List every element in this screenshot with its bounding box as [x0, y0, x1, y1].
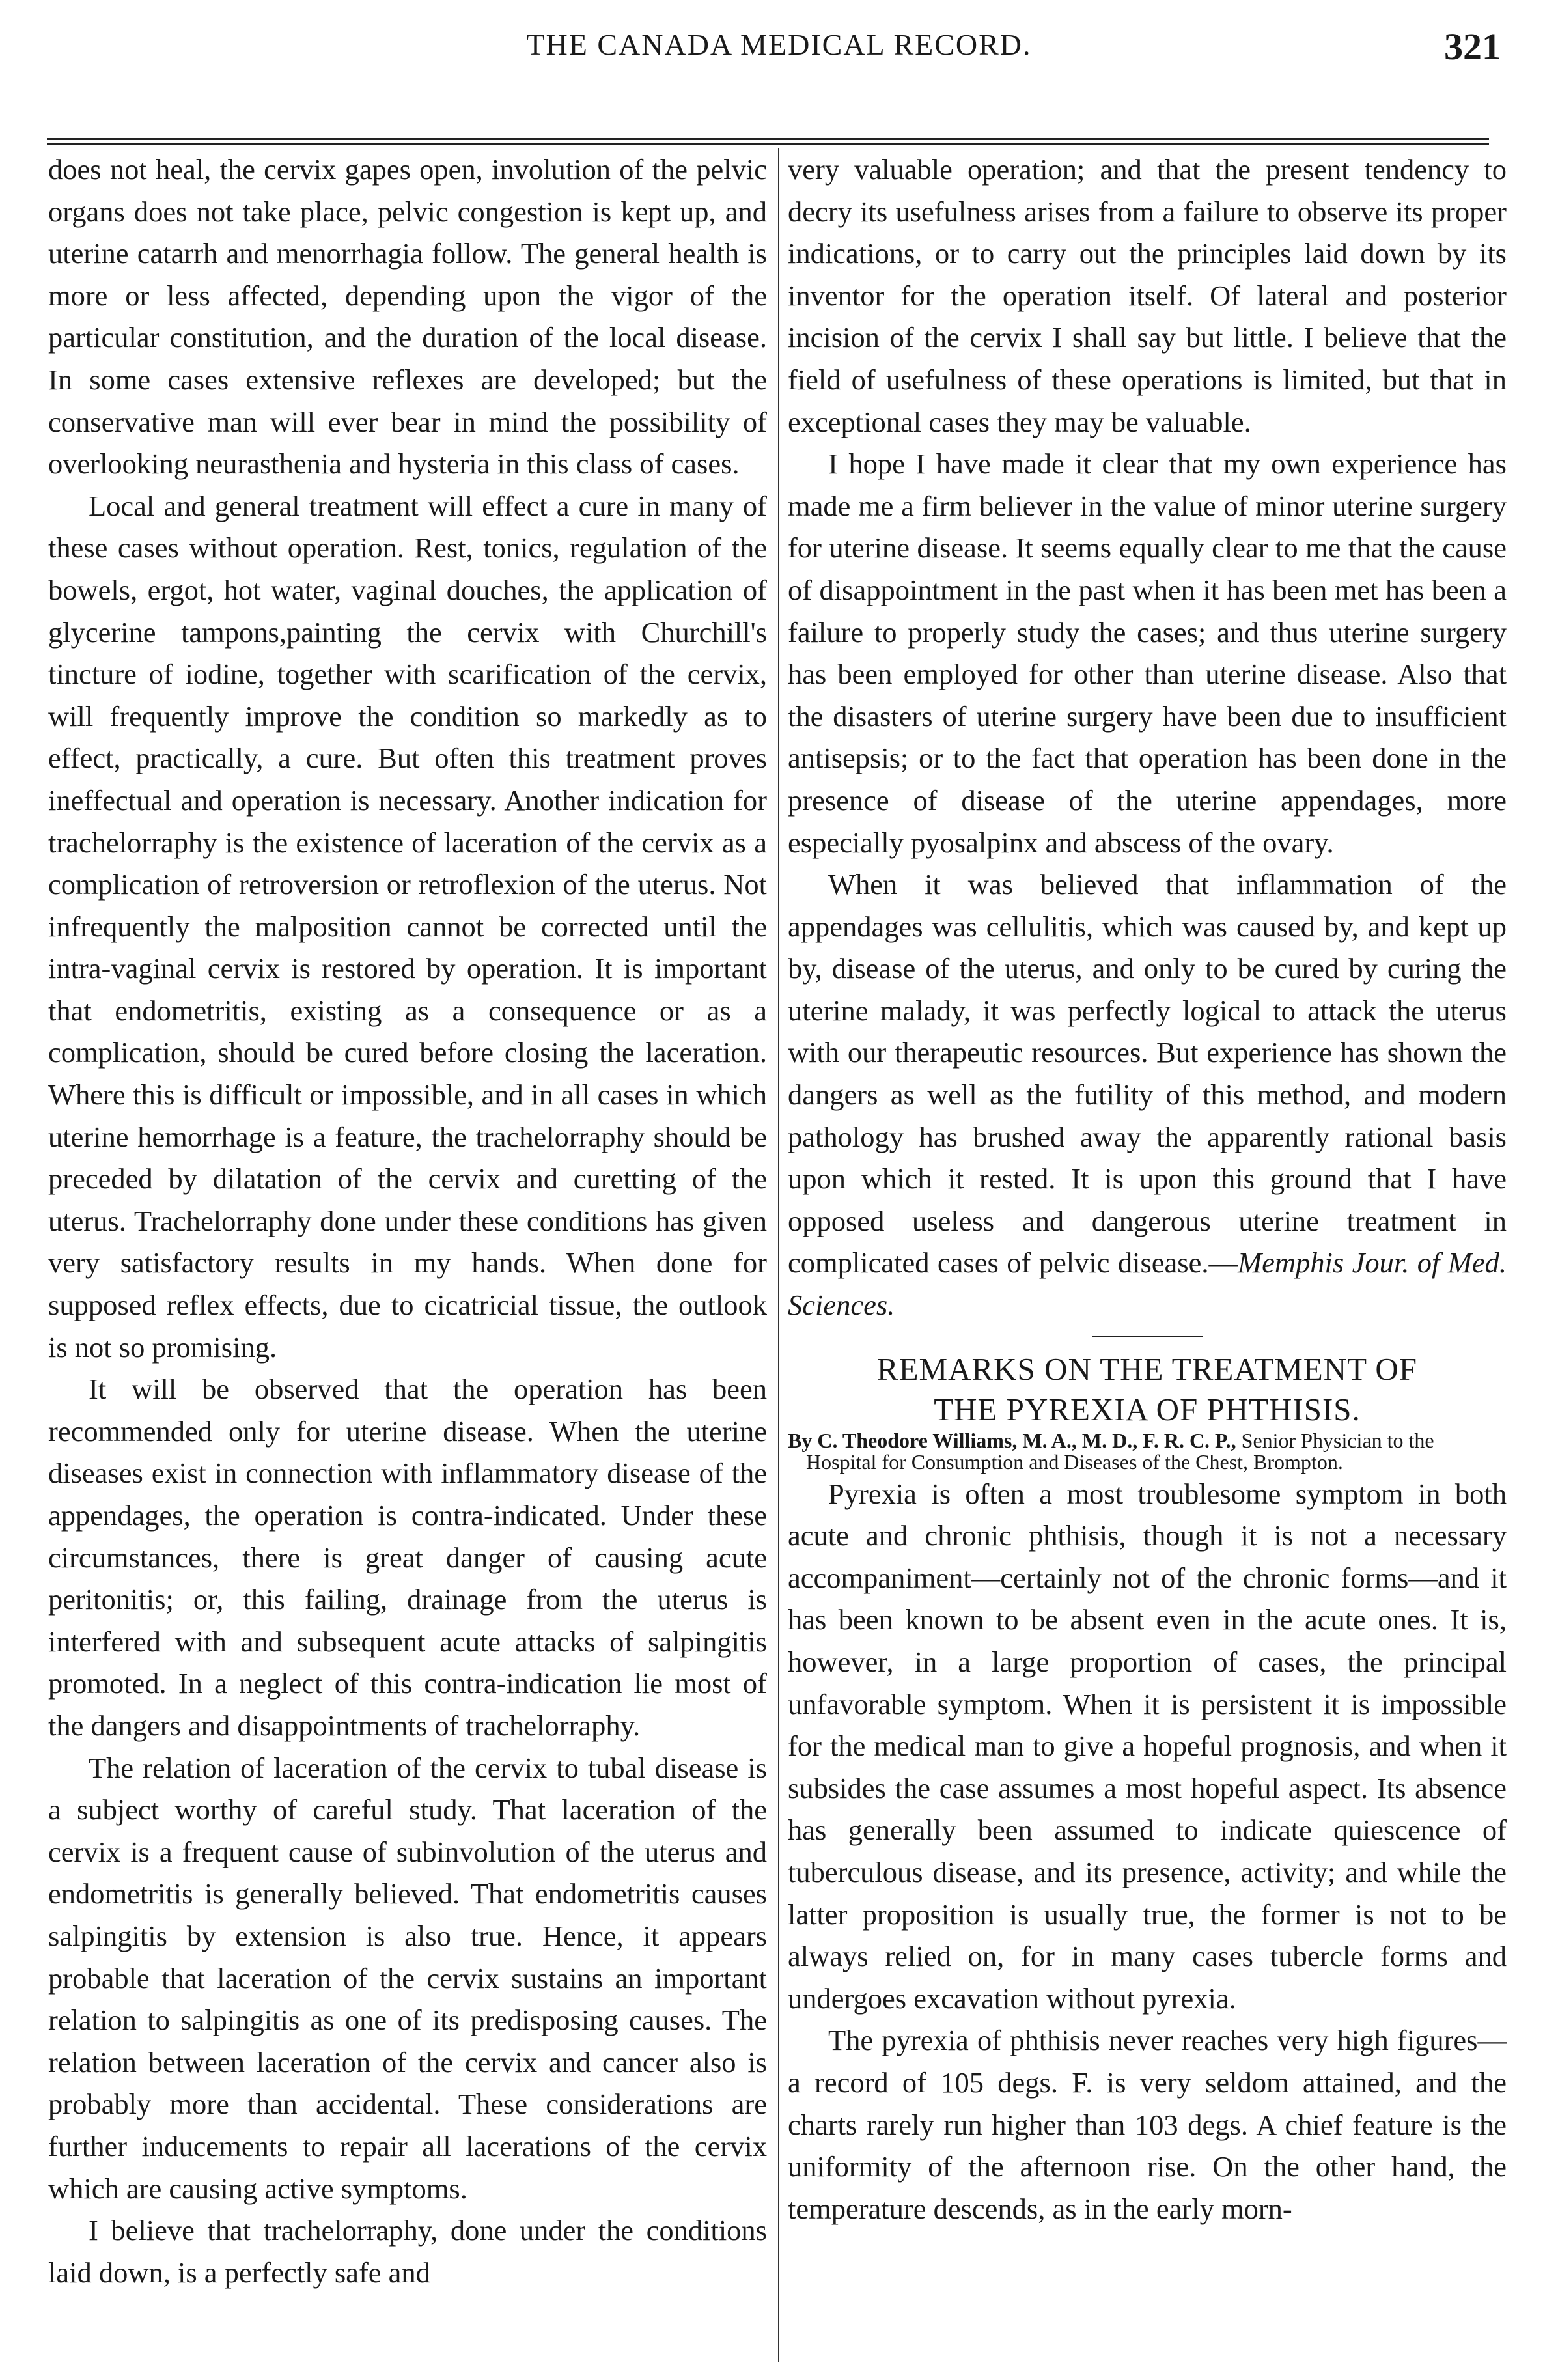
source-citation: Memphis Jour. of Med. Sciences. — [788, 1246, 1507, 1322]
article-title-line: THE PYREXIA OF PHTHISIS. — [934, 1391, 1361, 1427]
paragraph-text: When it was believed that inflammation of the appendages was cellulitis, which was caused by, and kept up by, disease of the uterus, and only to be cured by curing the uterine malady, it was perfectly logical to attack the uterus with our therapeutic resources. But experience has shown the dangers as well as the futility of this method, and modern pathology has brushed away the apparently rational basis upon which it rested. It is upon this ground that I have opposed useless and dangerous uterine treatment in complicated cases of pelvic disease.— — [788, 868, 1507, 1280]
paragraph: The pyrexia of phthisis never reaches very high figures—a record of 105 degs. F. is very seldom attained, and the charts rarely run higher than 103 degs. A chief feature is the uniformity of the afternoon rise. On the other hand, the temperature descends, as in the early morn- — [788, 2024, 1507, 2225]
running-header — [0, 27, 1558, 79]
paragraph: does not heal, the cervix gapes open, involution of the pelvic organs does not take place, pelvic congestion is kept up, and uterine catarrh and menorrhagia follow. The general health is more or less affected, depending upon the vigor of the particular constitution, and the duration of the local disease. In some cases extensive reflexes are developed; but the conservative man will ever bear in mind the possibility of overlooking neurasthenia and hysteria in this class of cases. — [48, 153, 767, 481]
paragraph — [788, 863, 1507, 1326]
paragraph: I hope I have made it clear that my own experience has made me a firm believer in the value of minor uterine surgery for uterine disease. It seems equally clear to me that the cause of disappointment in the past when it has been met has been a failure to properly study the cases; and thus uterine surgery has been employed for other than uterine disease. Also that the disasters of uterine surgery have been due to insufficient antisepsis; or to the fact that operation has been done in the presence of disease of the uterine appendages, more especially pyosalpinx and abscess of the ovary. — [788, 447, 1507, 859]
header-rule-inner — [47, 143, 1489, 145]
paragraph: The relation of laceration of the cervix to tubal disease is a subject worthy of careful study. That laceration of the cervix is a frequent cause of subinvolution of the uterus and endometritis is generally believed. That endometritis causes salpingitis by extension is also true. Hence, it appears probable that laceration of the cervix sustains an important relation to salpingitis as one of its predisposing causes. The relation between laceration of the cervix and cancer also is probably more than accidental. These considerations are further inducements to repair all lacerations of the cervix which are causing active symptoms. — [48, 1751, 767, 2205]
header-rule — [47, 138, 1489, 140]
article-title-line: REMARKS ON THE TREATMENT OF — [876, 1351, 1418, 1387]
paragraph: Local and general treatment will effect a cure in many of these cases without operation. Rest, tonics, regulation of the bowels, ergot, hot water, vaginal douches, the application of glycerine tampons,painting the cervix with Churchill's tincture of iodine, together with scarification of the cervix, will frequently improve the condition so markedly as to effect, practically, a cure. But often this treatment proves ineffectual and operation is necessary. Another indication for trachelorraphy is the existence of laceration of the cervix as a complication of retroversion or retroflexion of the uterus. Not infrequently the malposition cannot be corrected until the intra-vaginal cervix is restored by operation. It is important that endometritis, existing as a consequence or as a complication, should be cured before closing the laceration. Where this is difficult or impossible, and in all cases in which uterine hemorrhage is a feature, the trachelorraphy should be preceded by dilatation of the cervix and curetting of the uterus. Trachelorraphy done under these conditions has given very satisfactory results in my hands. When done for supposed reflex effects, due to cicatricial tissue, the outlook is not so promising. — [48, 489, 767, 1364]
right-column — [788, 148, 1507, 2230]
paragraph: very valuable operation; and that the present tendency to decry its usefulness arises from a failure to observe its proper indications, or to carry out the principles laid down by its inventor for the operation itself. Of lateral and posterior incision of the cervix I shall say but little. I believe that the field of usefulness of these operations is limited, but that in exceptional cases they may be valuable. — [788, 153, 1507, 438]
page-number: 321 — [1444, 25, 1501, 68]
paragraph: I believe that trachelorraphy, done under the conditions laid down, is a perfectly safe and — [48, 2214, 767, 2289]
paragraph: Pyrexia is often a most troublesome symptom in both acute and chronic phthisis, though it is not a necessary accompaniment—certainly not of the chronic forms—and it has been known to be absent even in the acute ones. It is, however, in a large proportion of cases, the principal unfavorable symptom. When it is persistent it is impossible for the medical man to give a hopeful prognosis, and when it subsides the case assumes a most hopeful aspect. Its absence has generally been assumed to indicate quiescence of tuberculous disease, and its presence, activity; and while the latter proposition is usually true, the former is not to be always relied on, for in many cases tubercle forms and undergoes excavation without pyrexia. — [788, 1477, 1507, 2015]
section-divider — [1092, 1336, 1203, 1337]
running-head-title: THE CANADA MEDICAL RECORD. — [526, 28, 1032, 61]
paragraph: It will be observed that the operation has been recommended only for uterine disease. When the uterine diseases exist in connection with inflammatory disease of the appendages, the operation is contra-indicated. Under these circumstances, there is great danger of causing acute peritonitis; or, this failing, drainage from the uterus is interfered with and subsequent acute attacks of salpingitis promoted. In a neglect of this contra-indication lie most of the dangers and disappointments of trachelorraphy. — [48, 1373, 767, 1742]
article-title — [788, 1349, 1507, 1430]
column-divider — [778, 148, 779, 2362]
byline-author: By C. Theodore Williams, M. A., M. D., F. R. C. P., — [788, 1428, 1236, 1452]
byline-affiliation: Senior Physician to the Hospital for Consumption and Diseases of the Chest, Brompton. — [806, 1428, 1434, 1474]
left-column — [48, 148, 767, 2293]
byline — [788, 1430, 1507, 1473]
